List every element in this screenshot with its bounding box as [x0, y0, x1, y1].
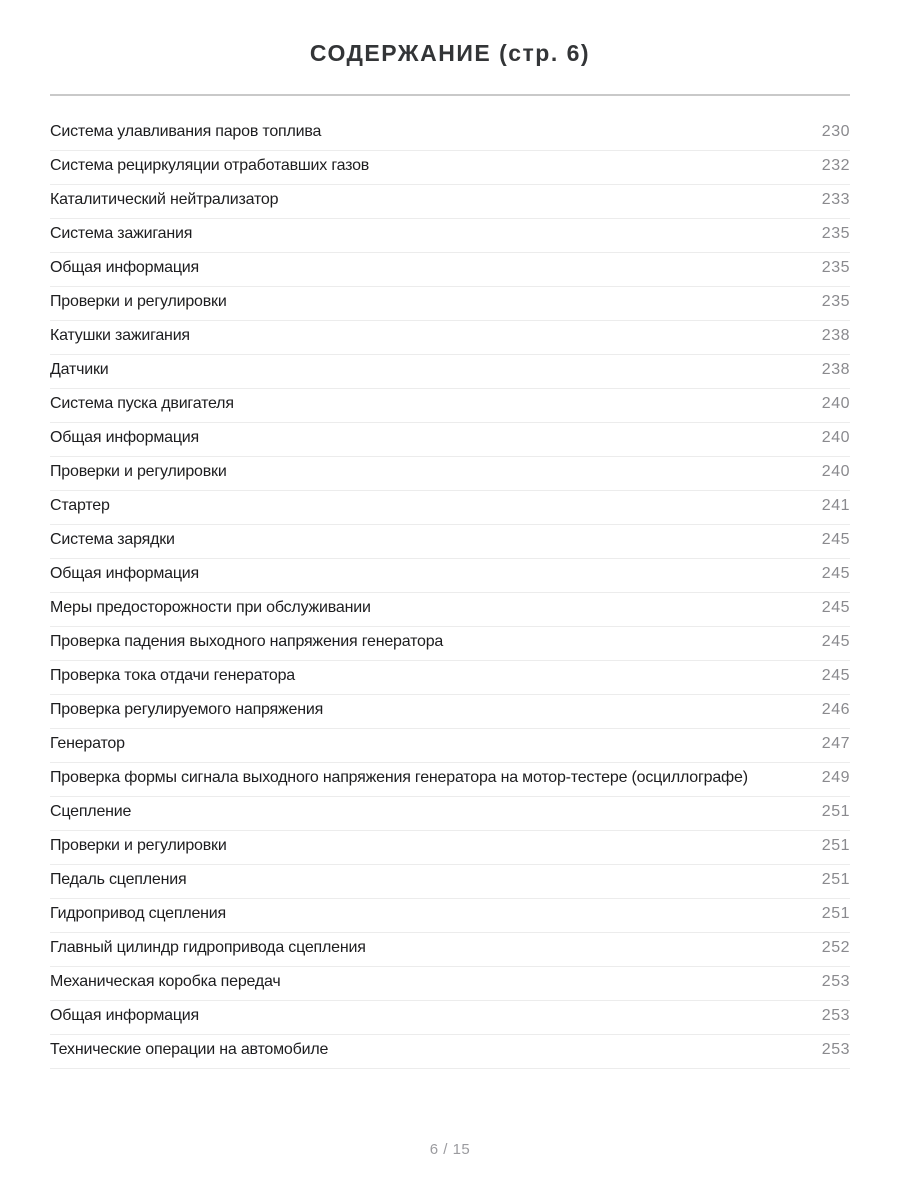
- toc-entry-label: Главный цилиндр гидропривода сцепления: [50, 939, 366, 956]
- page-title: СОДЕРЖАНИЕ (стр. 6): [309, 40, 591, 66]
- toc-entry-page: 246: [821, 701, 850, 718]
- toc-entry-label: Проверки и регулировки: [50, 837, 227, 854]
- toc-entry[interactable]: [50, 729, 850, 763]
- toc-entry-page: 240: [821, 463, 850, 480]
- toc-entry-label: Генератор: [50, 735, 125, 752]
- toc-entry[interactable]: [50, 627, 850, 661]
- toc-entry[interactable]: [50, 967, 850, 1001]
- toc-entry-label: Общая информация: [50, 429, 199, 446]
- toc-entry-label: Проверка регулируемого напряжения: [50, 701, 324, 718]
- toc-entry-page: 253: [821, 973, 850, 990]
- toc-entry-page: 253: [821, 1007, 850, 1024]
- toc-entry-label: Общая информация: [50, 259, 199, 276]
- toc-entry-label: Проверки и регулировки: [50, 463, 227, 480]
- toc-entry[interactable]: [50, 831, 850, 865]
- toc-entry[interactable]: [50, 389, 850, 423]
- toc-entry-label: Общая информация: [50, 565, 199, 582]
- toc-entry[interactable]: [50, 525, 850, 559]
- toc-entry-label: Проверка тока отдачи генератора: [50, 667, 296, 684]
- toc-entry[interactable]: [50, 491, 850, 525]
- toc-entry-page: 235: [821, 259, 850, 276]
- toc-entry[interactable]: [50, 321, 850, 355]
- title-divider: [50, 94, 850, 96]
- toc-entry-label: Гидропривод сцепления: [50, 905, 227, 922]
- toc-entry[interactable]: [50, 287, 850, 321]
- toc-entry-page: 252: [821, 939, 850, 956]
- toc-entry-page: 230: [821, 123, 850, 140]
- toc-entry-page: 235: [821, 293, 850, 310]
- toc-entry-label: Технические операции на автомобиле: [50, 1041, 329, 1058]
- toc-entry[interactable]: [50, 661, 850, 695]
- toc-entry-page: 240: [821, 395, 850, 412]
- toc-entry-label: Система улавливания паров топлива: [50, 123, 322, 140]
- toc-entry-page: 245: [821, 599, 850, 616]
- toc-entry-label: Общая информация: [50, 1007, 199, 1024]
- toc-entry-label: Система пуска двигателя: [50, 395, 234, 412]
- toc-entry[interactable]: [50, 219, 850, 253]
- toc-entry[interactable]: [50, 1001, 850, 1035]
- toc-entry-page: 247: [821, 735, 850, 752]
- toc-list: [50, 117, 850, 1069]
- toc-entry-label: Проверка формы сигнала выходного напряжения генератора на мотор-тестере (осциллографе): [50, 769, 748, 786]
- toc-entry-label: Система рециркуляции отработавших газов: [50, 157, 370, 174]
- toc-entry-label: Педаль сцепления: [50, 871, 187, 888]
- toc-entry-page: 238: [821, 327, 850, 344]
- toc-entry-page: 251: [821, 837, 850, 854]
- toc-entry-page: 253: [821, 1041, 850, 1058]
- toc-entry[interactable]: [50, 423, 850, 457]
- toc-entry[interactable]: [50, 117, 850, 151]
- toc-entry[interactable]: [50, 355, 850, 389]
- toc-entry-page: 251: [821, 871, 850, 888]
- toc-entry-label: Каталитический нейтрализатор: [50, 191, 279, 208]
- page-indicator: 6 / 15: [429, 1141, 471, 1158]
- toc-entry[interactable]: [50, 593, 850, 627]
- toc-entry-label: Система зажигания: [50, 225, 193, 242]
- toc-entry-label: Датчики: [50, 361, 109, 378]
- toc-entry-page: 251: [821, 803, 850, 820]
- toc-entry-page: 240: [821, 429, 850, 446]
- toc-entry[interactable]: [50, 185, 850, 219]
- toc-entry[interactable]: [50, 933, 850, 967]
- toc-entry-label: Сцепление: [50, 803, 132, 820]
- toc-entry[interactable]: [50, 763, 850, 797]
- toc-entry-page: 251: [821, 905, 850, 922]
- toc-entry[interactable]: [50, 253, 850, 287]
- toc-entry-label: Проверки и регулировки: [50, 293, 227, 310]
- toc-entry-label: Система зарядки: [50, 531, 175, 548]
- toc-entry[interactable]: [50, 1035, 850, 1069]
- toc-entry-label: Меры предосторожности при обслуживании: [50, 599, 371, 616]
- toc-entry[interactable]: [50, 151, 850, 185]
- toc-entry-page: 245: [821, 565, 850, 582]
- toc-entry-page: 232: [821, 157, 850, 174]
- toc-entry[interactable]: [50, 695, 850, 729]
- toc-entry-label: Катушки зажигания: [50, 327, 190, 344]
- toc-entry-page: 245: [821, 531, 850, 548]
- toc-entry[interactable]: [50, 457, 850, 491]
- toc-entry-label: Стартер: [50, 497, 110, 514]
- toc-entry[interactable]: [50, 559, 850, 593]
- toc-entry[interactable]: [50, 865, 850, 899]
- toc-entry-page: 245: [821, 667, 850, 684]
- toc-entry[interactable]: [50, 797, 850, 831]
- toc-entry[interactable]: [50, 899, 850, 933]
- toc-entry-page: 238: [821, 361, 850, 378]
- toc-entry-page: 235: [821, 225, 850, 242]
- toc-entry-page: 249: [821, 769, 850, 786]
- toc-entry-page: 245: [821, 633, 850, 650]
- toc-entry-page: 233: [821, 191, 850, 208]
- toc-entry-label: Механическая коробка передач: [50, 973, 281, 990]
- toc-entry-page: 241: [821, 497, 850, 514]
- toc-entry-label: Проверка падения выходного напряжения генератора: [50, 633, 444, 650]
